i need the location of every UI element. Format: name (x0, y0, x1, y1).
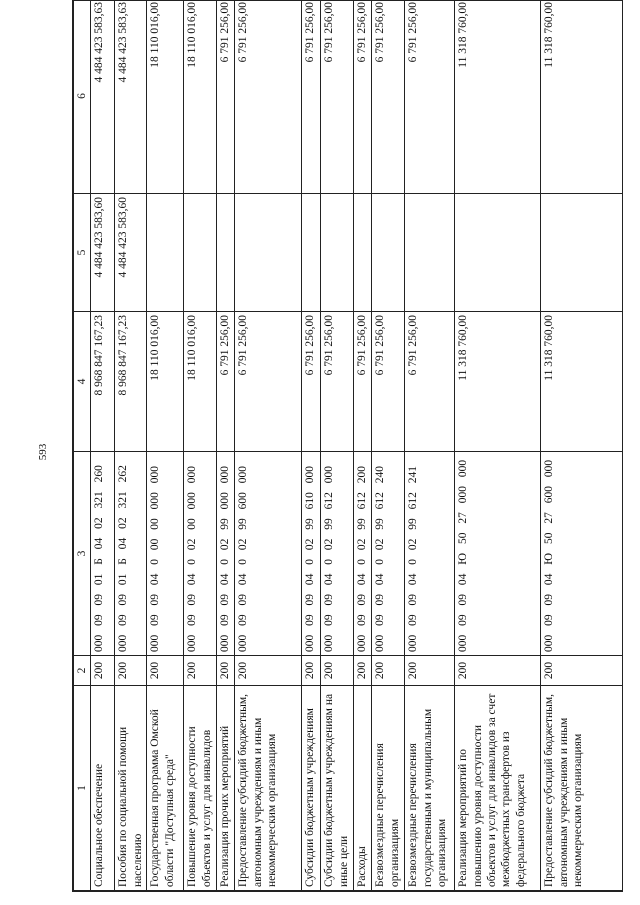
row-col4: 11 318 760,00 (455, 312, 541, 452)
table-row (354, 0, 372, 891)
row-ved: 200 (217, 656, 235, 686)
row-name: Повышение уровня доступности объектов и услуг для инвалидов (184, 686, 217, 891)
row-name: Субсидии бюджетным учреждениям на иные цели (321, 686, 354, 891)
header-col-5: 5 (74, 194, 91, 312)
row-code: 000 09 09 04 0 02 99 612 240 (372, 452, 405, 656)
row-code: 000 09 09 04 0 02 99 612 200 (354, 452, 372, 656)
row-ved: 200 (302, 656, 321, 686)
row-name: Социальное обеспечение (91, 686, 115, 891)
header-col-2: 2 (74, 656, 91, 686)
row-col5 (321, 194, 354, 312)
row-col6: 6 791 256,00 (302, 0, 321, 194)
row-col4: 18 110 016,00 (147, 312, 184, 452)
row-code: 000 09 09 04 0 02 00 000 000 (184, 452, 217, 656)
row-name: Пособия по социальной помощи населению (115, 686, 147, 891)
row-col4: 11 318 760,00 (541, 312, 623, 452)
row-col6: 6 791 256,00 (372, 0, 405, 194)
row-col6: 4 484 423 583,63 (115, 0, 147, 194)
row-col4: 8 968 847 167,23 (91, 312, 115, 452)
row-name: Субсидии бюджетным учреждениям (302, 686, 321, 891)
table-row (147, 0, 184, 891)
row-name: Безвозмездные перечисления организациям (372, 686, 405, 891)
row-code: 000 09 09 04 0 02 99 612 000 (321, 452, 354, 656)
row-ved: 200 (147, 656, 184, 686)
table-row (455, 0, 541, 891)
row-col5 (455, 194, 541, 312)
row-code: 000 09 09 04 Ю 50 27 000 000 (455, 452, 541, 656)
row-col4: 6 791 256,00 (372, 312, 405, 452)
row-col4: 6 791 256,00 (405, 312, 455, 452)
table-row (302, 0, 321, 891)
header-col-3: 3 (74, 452, 91, 656)
row-name: Предоставление субсидий бюджетным, автономным учреждениям и иным некоммерческим организациям (235, 686, 302, 891)
page-number: 593 (37, 443, 49, 461)
budget-table (73, 0, 623, 891)
row-ved: 200 (354, 656, 372, 686)
row-code: 000 09 09 04 0 02 99 600 000 (235, 452, 302, 656)
table-row (235, 0, 302, 891)
row-ved: 200 (115, 656, 147, 686)
row-col6: 6 791 256,00 (321, 0, 354, 194)
row-ved: 200 (372, 656, 405, 686)
row-col6: 18 110 016,00 (147, 0, 184, 194)
row-ved: 200 (184, 656, 217, 686)
header-col-6: 6 (74, 0, 91, 194)
header-col-1: 1 (74, 686, 91, 891)
row-ved: 200 (91, 656, 115, 686)
row-name: Безвозмездные перечисления государственным и муниципальным организациям (405, 686, 455, 891)
table-row (372, 0, 405, 891)
row-code: 000 09 09 04 0 02 99 612 241 (405, 452, 455, 656)
row-col6: 6 791 256,00 (405, 0, 455, 194)
row-col6: 11 318 760,00 (541, 0, 623, 194)
row-code: 000 09 09 01 Б 04 02 321 262 (115, 452, 147, 656)
table-row (321, 0, 354, 891)
table-header-row (74, 0, 91, 891)
row-col4: 8 968 847 167,23 (115, 312, 147, 452)
row-col4: 6 791 256,00 (217, 312, 235, 452)
table-row (91, 0, 115, 891)
row-ved: 200 (405, 656, 455, 686)
row-col5 (372, 194, 405, 312)
row-col5 (184, 194, 217, 312)
row-code: 000 09 09 04 0 00 00 000 000 (147, 452, 184, 656)
row-col4: 6 791 256,00 (235, 312, 302, 452)
row-name: Государственная программа Омской области "Доступная среда" (147, 686, 184, 891)
row-col5 (302, 194, 321, 312)
row-col6: 4 484 423 583,63 (91, 0, 115, 194)
row-ved: 200 (541, 656, 623, 686)
row-col5: 4 484 423 583,60 (115, 194, 147, 312)
row-col4: 18 110 016,00 (184, 312, 217, 452)
row-col5 (354, 194, 372, 312)
row-col5 (405, 194, 455, 312)
row-col5 (217, 194, 235, 312)
row-col6: 11 318 760,00 (455, 0, 541, 194)
row-col5 (235, 194, 302, 312)
header-col-4: 4 (74, 312, 91, 452)
table-row (115, 0, 147, 891)
row-ved: 200 (235, 656, 302, 686)
row-name: Расходы (354, 686, 372, 891)
row-col6: 6 791 256,00 (217, 0, 235, 194)
row-col6: 6 791 256,00 (235, 0, 302, 194)
table-row (541, 0, 623, 891)
row-col6: 6 791 256,00 (354, 0, 372, 194)
row-col4: 6 791 256,00 (354, 312, 372, 452)
row-col4: 6 791 256,00 (321, 312, 354, 452)
row-name: Реализация прочих мероприятий (217, 686, 235, 891)
row-col6: 18 110 016,00 (184, 0, 217, 194)
row-ved: 200 (455, 656, 541, 686)
row-name: Реализация мероприятий по повышению уровня доступности объектов и услуг для инвалидов за счет межбюджетных трансфертов из федерального бюджета (455, 686, 541, 891)
table-row (217, 0, 235, 891)
row-col5 (147, 194, 184, 312)
row-code: 000 09 09 04 0 02 99 000 000 (217, 452, 235, 656)
row-col5 (541, 194, 623, 312)
row-col4: 6 791 256,00 (302, 312, 321, 452)
row-col5: 4 484 423 583,60 (91, 194, 115, 312)
budget-table-frame (72, 0, 623, 892)
row-code: 000 09 09 04 0 02 99 610 000 (302, 452, 321, 656)
row-code: 000 09 09 04 Ю 50 27 600 000 (541, 452, 623, 656)
table-row (184, 0, 217, 891)
row-ved: 200 (321, 656, 354, 686)
table-row (405, 0, 455, 891)
row-code: 000 09 09 01 Б 04 02 321 260 (91, 452, 115, 656)
row-name: Предоставление субсидий бюджетным, автономным учреждениям и иным некоммерческим организациям (541, 686, 623, 891)
